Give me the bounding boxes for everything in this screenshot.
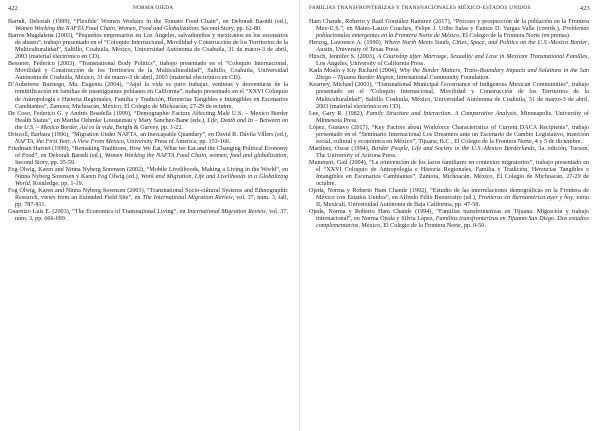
right-reference-list [309, 19, 589, 230]
left-reference-list [8, 19, 288, 223]
left-running-head: NORMA OJEDA [133, 5, 174, 11]
reference-entry: Ojeda, Norma y Roberto Ham Chande (1992), “Estudio de las interrelaciones demográficas en la Frontera de México con Estados Unidos”, en Alfredo Félix Buenrostro (ed.), Fronteras en Iberoamérica ayer y hoy, tomo II, Mexicali, Universidad Autónoma de Baja California, pp. 47-58. [309, 188, 589, 209]
right-running-head: FAMILIAS TRANSFRONTERIZAS Y TRANSNACIONALES MÉXICO-ESTADOS UNIDOS [309, 5, 531, 11]
reference-entry: Barndt, Deborah (1999), “Flexible’ Women Workers in the Tomato Food Chain”, en Deborah Barndt (ed.), Women Working the NAFTA Food Chain, Women, Food and Globalization, Second Story, pp. 62-80. [8, 19, 288, 33]
reference-entry: Lee, Gary R. (1982), Family Structure and Interaction. A Comparative Analysis, Minneapolis, University of Minnesota Press. [309, 110, 589, 124]
reference-entry: López, Gustavo (2017), “Key Factors about Workforce Characteristics of Current DACA Recipients”, trabajo presentado en el “Seminario Internacional Los Dreamers ante un Escenario de Cambio Legislativo, inserción social, cultural y económica en México”, Tijuana, B.C., El Colegio de la Frontera Norte, 4 y 5 de diciembre. [309, 124, 589, 145]
reference-entry: Herzog, Lawrence A. (1990), Where North Meets South, Cities, Space, and Politics on the U.S.-Mexico Border, Austin, University of Texas Press. [309, 40, 589, 54]
reference-entry: Besserer, Federico (2003), “Transnational Body Politics”, trabajo presentado en el “Coloquio Internacional, Movilidad y Construcción de los Territorios de la Multiculturalidad”, Saltillo, Coahuila, Universidad Autónoma de Coahuila, México, 31 de marzo-3 de abril, 2003 (material electrónico en CD). [8, 61, 288, 82]
reference-entry: Kearney, Michael (2003), “Transnational Municipal Governance of Indigenous Mexican Communities”, trabajo presentado en el “Coloquio Internacional, Movilidad y Construcción de los Territorios de la Multiculturalidad”, Saltillo Coahuila, México, Universidad Autónoma de Coahuila, 31 de marzo-3 de abril, 2003 (material electrónico en CD). [309, 82, 589, 110]
reference-entry: Mummert, Gail (2004), “La reinvención de los lazos familiares en contextos migratorios”, trabajo presentado en el “XXVI Coloquio de Antropología e Historia Regionales, Familia y Tradición, Herencias Tangibles e Intangibles en Escenarios Cambiantes”, Zamora, Michoacán, México, El Colegio de Michoacán, 27-29 de octubre. [309, 159, 589, 188]
left-page-number: 422 [8, 5, 18, 12]
reference-entry: Hirsch, Jennifer S. (2003), A Courtship after Marriage, Sexuality and Love in Mexican Transnational Families, Los Ángeles, University of California Press. [309, 54, 589, 68]
reference-entry: D’Aubeterre Buznego, Ma. Eugenia (2004), “Aquí la vida es puro trabajar, venturas y desventuras de la remittificación en familias de trasmigrantes poblanos en California”, trabajo presentado en el “XXVI Coloquio de Antropología e Historia Regionales, Familia y Tradición, Herencias Tangibles e Intangibles en Escenarios Cambiantes”, Zamora, Michoacán, México, El Colegio de Michoacán, 27-29 de octubre. [8, 82, 288, 110]
reference-entry: Ojeda, Norma y Roberto Ham Chande (1994), “Familias transfronterizas en Tijuana. Migración y trabajo internacional”, en Norma Ojeda y Silvia López, Familias transfronterizas en Tijuana-San Diego. Dos estudios complementarios, México, El Colegio de la Frontera Norte, pp. 9-50. [309, 209, 589, 230]
reference-entry: Barros Magdalena (2003), “Pequeños empresarios en Los Ángeles, salvadoreños y mexicanos en los escenarios de abasto”, trabajo presentado en el “Coloquio Internacional, Movilidad y Construcción de los Territorios de la Multiculturalidad”, Saltillo, Coahuila, México, Universidad Autónoma de Coahuila, 31 de marzo-3 de abril, 2003 (material electrónico en CD). [8, 33, 288, 61]
reference-entry: Ham Chande, Roberto y Raúl González Ramírez (2017), “Proceso y prospección de la población en la Frontera Mex-U.S.”, en Mateo-Lauzo Couches, Felipe J. Uribe Salas y Eunice D. Vargas Valle (coords.), Problemas poblacionales emergentes en la Frontera Norte de México, El Colegio de la Frontera Norte (en prensa). [309, 19, 589, 40]
reference-entry: Fog Olwig, Karen and Ninna Nyberg Sorensen (2002), “Mobile Livelihoods, Making a Living in the World”, en Ninna Nyberg Sorensen y Karen Fog Olwig (ed.), Work and Migration, Life and Livelihoods in a Globalizing World, Routledge, pp. 1-19. [8, 166, 288, 188]
reference-entry: Friedman Harriet (1999), “Remaking Traditions, How We Eat, What we Eat and the Changing Political Economy of Food”, en Deborah Barndt (ed.), Women Working the NAFTA Food Chain, women, food and globalization, Second Story, pp. 35-59. [8, 145, 288, 166]
right-page-number: 423 [580, 5, 590, 12]
reference-entry: Kada Moalo y Kiy Richard (2004), Why the Border Matters, Trans-Boundary Impacts and Solutions in the San Diego – Tijuana Border Region, International Community Foundation. [309, 68, 589, 82]
reference-entry: Guarnizo Luis E. (2003), “The Economics of Transnational Living”, en International Migration Review, vol. 37, núm. 3, pp. 666-699. [8, 209, 288, 223]
reference-entry: Driscoll, Barbara (1996), “Migration Under NAFTA, an Inescapable Quandary”, en David R. Dávila Villers (ed.), NAFTA, the First Year, A View From Mexico, University Press of America, pp. 153-166. [8, 131, 288, 145]
reference-entry: De Coso, Federico G. y Andrés Boadella (1999), “Demographic Factors Affecting Male U.S. – Mexico Border Health Status”, en Martha Oehmke Loustaunau y Mary Sanchez-Bane (eds.), Life, Death and In – Between on the U.S. – Mexico Border, Así es la vida, Bergin & Garvey, pp. 1-22. [8, 110, 288, 131]
reference-entry: Fog Olwig, Karen and Ninna Nyberg Sorensen (2003), “Transnational Socio-cultural Systems and Ethnographic Research, views from an Extended Field Site”, en The International Migration Review, vol. 37, núm. 3, fall, pp. 787-811. [8, 188, 289, 209]
right-page [300, 0, 600, 431]
reference-entry: Martínez, Oscar (1994), Border People, Life and Society in the U.S.-Mexico Borderlands, 3a. edición, Tucson, The University of Arizona Press. [309, 145, 590, 159]
